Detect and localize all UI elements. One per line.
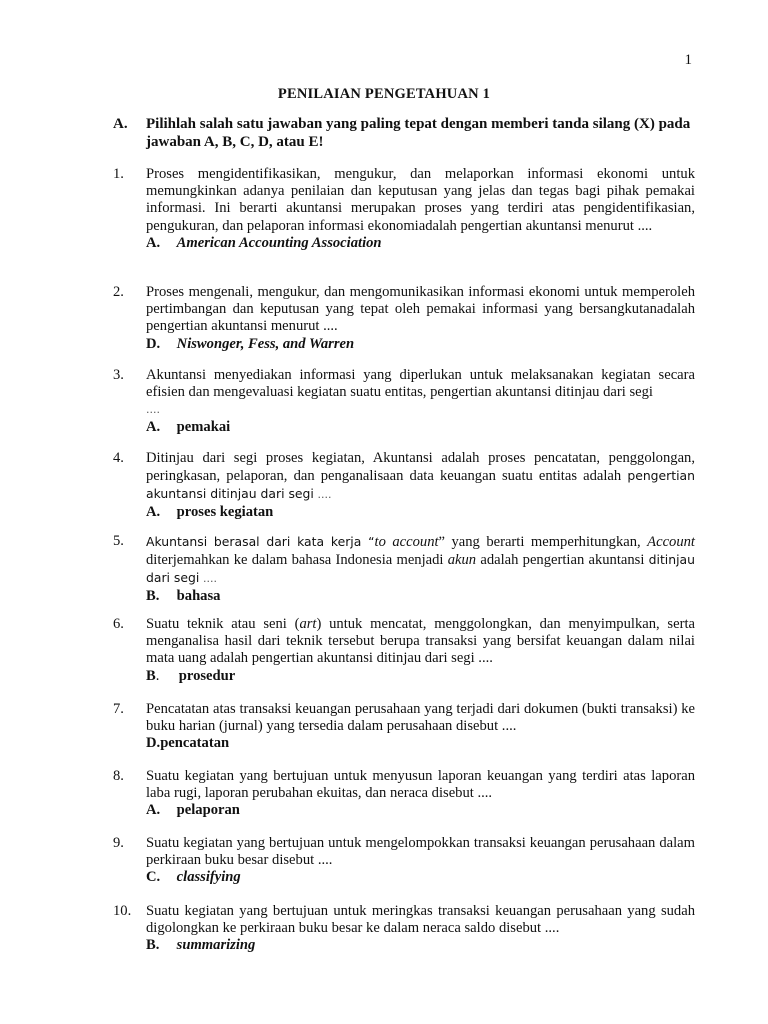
question-number: 10. — [113, 903, 132, 919]
question-3 — [113, 367, 695, 436]
answer-text: American Accounting Association — [176, 234, 382, 251]
question-7 — [113, 701, 695, 753]
instruction — [113, 115, 695, 151]
question-text-part: ” yang berarti memperhitungkan, — [438, 534, 641, 550]
question-text-main: Ditinjau dari segi proses kegiatan, Akuntansi adalah proses pencatatan, penggolongan, peringkasan, pelaporan, dan penganalisaan data keuangan suatu entitas adalah — [146, 450, 695, 485]
answer-text: classifying — [176, 869, 241, 886]
answer-text: pelaporan — [176, 802, 240, 819]
question-dots: .... — [202, 572, 217, 586]
answer-text: pemakai — [176, 418, 231, 435]
answer-letter: A. — [146, 802, 161, 819]
question-number: 3. — [113, 367, 124, 383]
answer-text: summarizing — [176, 937, 256, 954]
answer-letter: A. — [146, 503, 161, 520]
answer — [146, 668, 695, 685]
question-text — [146, 367, 695, 419]
page-title: PENILAIAN PENGETAHUAN 1 — [277, 86, 491, 102]
answer-letter: A. — [146, 418, 161, 435]
answer — [146, 937, 695, 954]
question-text-italic: akun — [447, 552, 477, 569]
question-number: 5. — [113, 533, 124, 549]
question-number: 6. — [113, 616, 124, 632]
answer-letter: D. — [146, 335, 161, 352]
answer-text: D.pencatatan — [146, 735, 230, 752]
question-1 — [113, 166, 695, 252]
question-text-part: adalah pengertian akuntansi — [480, 552, 645, 569]
question-text-part: Suatu teknik atau seni ( — [146, 616, 300, 632]
answer-text: prosedur — [178, 667, 236, 684]
question-text-italic: art — [299, 616, 317, 632]
question-4 — [113, 450, 695, 521]
question-number: 9. — [113, 835, 124, 851]
question-10 — [113, 903, 695, 955]
question-2 — [113, 284, 695, 353]
answer-text: bahasa — [176, 587, 221, 604]
answer — [146, 869, 695, 886]
answer — [146, 802, 695, 819]
question-9 — [113, 835, 695, 887]
answer-text: Niswonger, Fess, and Warren — [176, 335, 355, 352]
answer — [146, 504, 695, 521]
instruction-text: Pilihlah salah satu jawaban yang paling tepat dengan memberi tanda silang (X) pada jawaban A, B, C, D, atau E! — [146, 116, 691, 150]
question-text: Proses mengenali, mengukur, dan mengomunikasikan informasi ekonomi untuk memperoleh pertimbangan dan keputusan yang tepat oleh pemakai informasi yang bersangkutanadalah pengertian akuntansi menurut .... — [146, 284, 695, 335]
answer — [146, 735, 695, 752]
answer — [146, 419, 695, 436]
question-number: 1. — [113, 166, 124, 182]
answer-letter: A. — [146, 234, 161, 251]
question-text-tail: ditinjau dari segi — [146, 552, 695, 586]
question-text — [146, 616, 695, 668]
instruction-marker: A. — [113, 116, 128, 132]
question-8 — [113, 768, 695, 820]
answer-text: proses kegiatan — [176, 503, 274, 520]
question-text: Suatu kegiatan yang bertujuan untuk meringkas transaksi keuangan perusahaan yang sudah digolongkan ke perkiraan buku besar ke dalam neraca saldo disebut .... — [146, 903, 695, 937]
answer — [146, 235, 695, 252]
question-text — [146, 533, 695, 588]
question-text: Pencatatan atas transaksi keuangan perusahaan yang terjadi dari dokumen (bukti transaksi) ke buku harian (jurnal) yang tersedia dalam perusahaan disebut .... — [146, 701, 695, 735]
question-number: 2. — [113, 284, 124, 300]
question-number: 8. — [113, 768, 124, 784]
question-text: Suatu kegiatan yang bertujuan untuk menyusun laporan keuangan yang terdiri atas laporan laba rugi, laporan perubahan ekuitas, dan neraca disebut .... — [146, 768, 695, 802]
answer-letter: C. — [146, 869, 161, 886]
question-text-part: ) untuk mencatat, menggolongkan, dan menyimpulkan, serta menganalisa hasil dari teknik tersebut berupa transaksi yang bersifat keuangan dalam nilai mata uang adalah pengertian akuntansi ditinjau dari segi .... — [146, 616, 695, 667]
question-dots: .... — [146, 403, 160, 417]
page-number: 1 — [684, 52, 692, 68]
question-number: 7. — [113, 701, 124, 717]
question-text-part: diterjemahkan ke dalam bahasa Indonesia menjadi — [146, 552, 444, 569]
question-5 — [113, 533, 695, 605]
answer-letter: B — [146, 667, 156, 684]
question-text-main: Akuntansi menyediakan informasi yang diperlukan untuk melaksanakan kegiatan secara efisien dan mengevaluasi kegiatan suatu entitas, pengertian akuntansi ditinjau dari segi — [146, 367, 695, 401]
question-number: 4. — [113, 450, 124, 466]
question-text: Suatu kegiatan yang bertujuan untuk mengelompokkan transaksi keuangan perusahaan dalam perkiraan buku besar disebut .... — [146, 835, 695, 869]
answer — [146, 588, 695, 605]
question-text-italic: to account — [374, 534, 439, 550]
question-text-part: Akuntansi berasal dari kata kerja “ — [146, 534, 375, 549]
answer-letter: B. — [146, 937, 160, 954]
question-dots: .... — [317, 488, 332, 502]
question-text-italic: Account — [647, 534, 695, 550]
question-text-tail: pengertian akuntansi ditinjau dari segi — [146, 468, 695, 502]
answer-letter: B. — [146, 587, 160, 604]
question-text — [146, 450, 695, 504]
answer — [146, 336, 695, 353]
question-6 — [113, 616, 695, 685]
question-text: Proses mengidentifikasikan, mengukur, dan melaporkan informasi ekonomi untuk memungkinkan adanya penilaian dan keputusan yang jelas dan tegas bagi pihak pemakai informasi. Ini berarti akuntansi merupakan proses yang terdiri atas pengidentifikasian, pengukuran, dan pelaporan informasi ekonomiadalah pengertian akuntansi menurut .... — [146, 166, 695, 234]
answer-dot: . — [155, 667, 160, 684]
